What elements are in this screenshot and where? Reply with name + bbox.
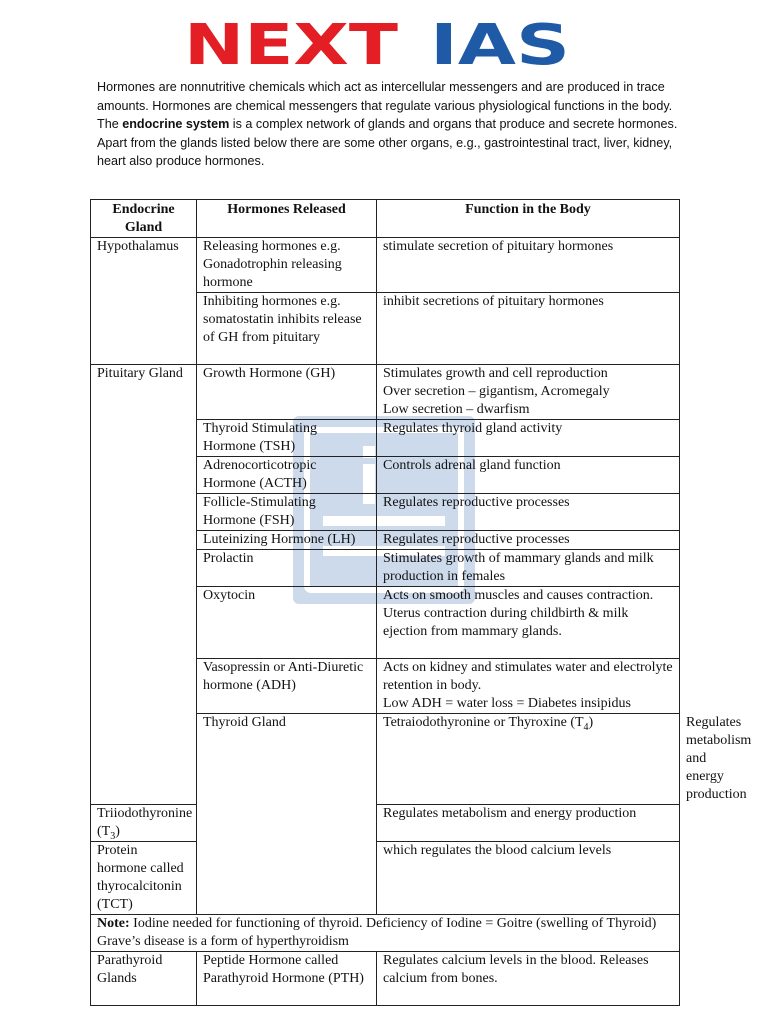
function-cell: stimulate secretion of pituitary hormones: [377, 238, 680, 293]
function-line: Low ADH = water loss = Diabetes insipidus: [383, 696, 631, 711]
function-cell: Acts on smooth muscles and causes contraction. Uterus contraction during childbirth & milk ejection from mammary glands.: [377, 587, 680, 659]
hormone-cell: Oxytocin: [197, 587, 377, 659]
function-cell: Controls adrenal gland function: [377, 457, 680, 494]
hormone-close: ): [588, 715, 594, 730]
hormone-cell: Prolactin: [197, 550, 377, 587]
header-hormones: Hormones Released: [197, 200, 377, 238]
header-gland: Endocrine Gland: [91, 200, 197, 238]
hormone-cell: Peptide Hormone called Parathyroid Hormone (PTH): [197, 952, 377, 1006]
subscript: 3: [110, 830, 116, 842]
function-line: Low secretion – dwarfism: [383, 402, 530, 417]
intro-text-before: Hormones are nonnutritive chemicals which act as intercellular messengers and are produced in trace amounts. Hormones are chemical messengers that regulate various physiological functions in the body. The: [97, 80, 673, 132]
function-cell: [377, 365, 680, 420]
note-row: [91, 915, 680, 952]
hormone-cell: [377, 714, 680, 805]
function-cell: [377, 659, 680, 714]
table-row: [91, 238, 680, 293]
function-line: Stimulates growth and cell reproduction: [383, 366, 608, 381]
hormone-cell: Vasopressin or Anti-Diuretic hormone (ADH): [197, 659, 377, 714]
note-label: Note:: [97, 916, 130, 931]
hormone-name: Triiodothyronine (T: [97, 806, 193, 839]
header-function: Function in the Body: [377, 200, 680, 238]
table-row: [91, 805, 680, 842]
function-cell: Regulates calcium levels in the blood. Releases calcium from bones.: [377, 952, 680, 1006]
table-row: [91, 952, 680, 1006]
gland-cell: Thyroid Gland: [197, 714, 377, 915]
hormone-cell: Protein hormone called thyrocalcitonin (TCT): [91, 842, 197, 915]
subscript: 4: [583, 721, 589, 733]
function-cell: which regulates the blood calcium levels: [377, 842, 680, 915]
intro-bold-term: endocrine system: [122, 117, 230, 132]
hormone-close: ): [115, 824, 120, 839]
note-text: Iodine needed for functioning of thyroid. Deficiency of Iodine = Goitre (swelling of Thyroid) Grave’s disease is a form of hyperthyroidism: [97, 916, 657, 949]
hormone-cell: Thyroid Stimulating Hormone (TSH): [197, 420, 377, 457]
function-line: Acts on kidney and stimulates water and electrolyte retention in body.: [383, 660, 673, 693]
logo-word-next: NEXT: [184, 18, 398, 68]
gland-cell: Pituitary Gland: [91, 365, 197, 805]
function-cell: Regulates metabolism and energy production: [377, 805, 680, 842]
table-header-row: [91, 200, 680, 238]
endocrine-table: [90, 199, 752, 1006]
intro-text-after: is a complex network of glands and organs that produce and secrete hormones. Apart from the glands listed below there are some other organs, e.g., gastrointestinal tract, liver, kidney, heart also produce hormones.: [97, 117, 678, 169]
function-cell: Regulates reproductive processes: [377, 494, 680, 531]
next-ias-logo: [184, 18, 584, 68]
hormone-cell: Growth Hormone (GH): [197, 365, 377, 420]
brand-logo: [0, 18, 768, 73]
function-line: Over secretion – gigantism, Acromegaly: [383, 384, 610, 399]
hormone-cell: Releasing hormones e.g. Gonadotrophin releasing hormone: [197, 238, 377, 293]
hormone-name: Tetraiodothyronine or Thyroxine (T: [383, 715, 584, 730]
hormone-cell: Inhibiting hormones e.g. somatostatin inhibits release of GH from pituitary: [197, 293, 377, 365]
function-cell: inhibit secretions of pituitary hormones: [377, 293, 680, 365]
hormone-cell: [91, 805, 197, 842]
table-row: [91, 842, 680, 915]
function-cell: Regulates reproductive processes: [377, 531, 680, 550]
gland-cell: Parathyroid Glands: [91, 952, 197, 1006]
function-cell: Stimulates growth of mammary glands and milk production in females: [377, 550, 680, 587]
hormone-cell: Luteinizing Hormone (LH): [197, 531, 377, 550]
gland-cell: Hypothalamus: [91, 238, 197, 365]
intro-paragraph: [97, 78, 682, 171]
table-row: Thyroid Gland Tetraiodothyronine or Thyroxine $(T_4)$ Regulates metabolism and energy production: [91, 714, 680, 805]
function-cell: Regulates thyroid gland activity: [377, 420, 680, 457]
logo-word-ias: IAS: [430, 18, 570, 68]
hormone-cell: Follicle-Stimulating Hormone (FSH): [197, 494, 377, 531]
hormone-cell: Adrenocorticotropic Hormone (ACTH): [197, 457, 377, 494]
note-cell: [91, 915, 680, 952]
table-row: [91, 365, 680, 420]
